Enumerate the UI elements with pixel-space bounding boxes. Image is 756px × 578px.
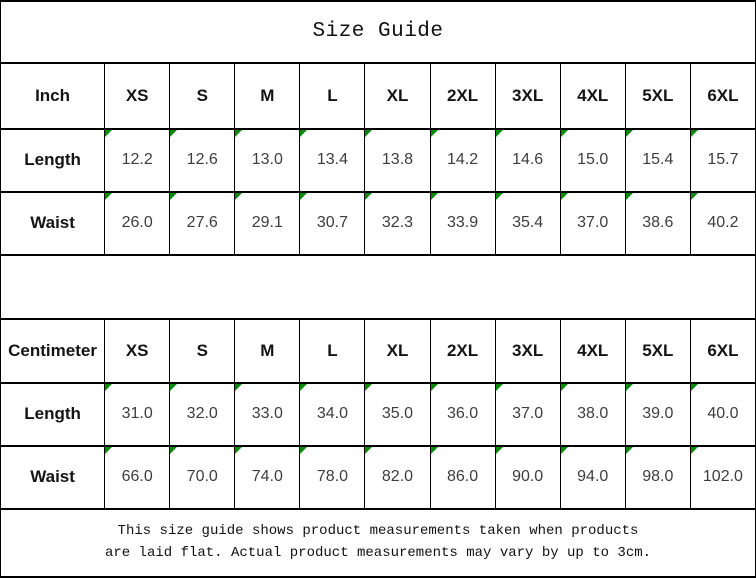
footer-line-1: This size guide shows product measurements taken when products <box>117 523 639 540</box>
measurement-cell: 13.8 <box>365 129 430 192</box>
size-header-xl: XL <box>365 63 430 129</box>
measurement-cell: 35.4 <box>495 192 560 255</box>
row-label-length: Length <box>1 383 105 446</box>
measurement-cell: 86.0 <box>430 446 495 509</box>
measurement-cell: 70.0 <box>170 446 235 509</box>
size-header-xs: XS <box>105 63 170 129</box>
size-header-2xl: 2XL <box>430 319 495 383</box>
measurement-cell: 40.0 <box>690 383 755 446</box>
measurement-cell: 12.6 <box>170 129 235 192</box>
measurement-cell: 29.1 <box>235 192 300 255</box>
row-label-length: Length <box>1 129 105 192</box>
size-header-6xl: 6XL <box>690 63 755 129</box>
size-header-5xl: 5XL <box>625 63 690 129</box>
measurement-cell: 32.3 <box>365 192 430 255</box>
measurement-cell: 30.7 <box>300 192 365 255</box>
measurement-cell: 102.0 <box>690 446 755 509</box>
size-header-2xl: 2XL <box>430 63 495 129</box>
measurement-cell: 39.0 <box>625 383 690 446</box>
measurement-cell: 12.2 <box>105 129 170 192</box>
measurement-cell: 31.0 <box>105 383 170 446</box>
size-header-m: M <box>235 319 300 383</box>
measurement-cell: 15.4 <box>625 129 690 192</box>
size-header-3xl: 3XL <box>495 63 560 129</box>
row-label-waist: Waist <box>1 446 105 509</box>
measurement-cell: 14.6 <box>495 129 560 192</box>
size-header-xs: XS <box>105 319 170 383</box>
measurement-cell: 94.0 <box>560 446 625 509</box>
footer-note <box>1 509 756 577</box>
measurement-cell: 98.0 <box>625 446 690 509</box>
measurement-cell: 27.6 <box>170 192 235 255</box>
measurement-cell: 15.7 <box>690 129 755 192</box>
measurement-cell: 38.6 <box>625 192 690 255</box>
unit-header-inch: Inch <box>1 63 105 129</box>
measurement-cell: 82.0 <box>365 446 430 509</box>
size-header-6xl: 6XL <box>690 319 755 383</box>
measurement-cell: 15.0 <box>560 129 625 192</box>
measurement-cell: 38.0 <box>560 383 625 446</box>
size-header-5xl: 5XL <box>625 319 690 383</box>
measurement-cell: 90.0 <box>495 446 560 509</box>
measurement-cell: 35.0 <box>365 383 430 446</box>
size-header-m: M <box>235 63 300 129</box>
measurement-cell: 32.0 <box>170 383 235 446</box>
size-header-4xl: 4XL <box>560 63 625 129</box>
measurement-cell: 13.4 <box>300 129 365 192</box>
measurement-cell: 37.0 <box>495 383 560 446</box>
size-header-l: L <box>300 63 365 129</box>
measurement-cell: 37.0 <box>560 192 625 255</box>
measurement-cell: 14.2 <box>430 129 495 192</box>
table-row <box>1 383 756 446</box>
footer-line-2: are laid flat. Actual product measurements may vary by up to 3cm. <box>104 544 652 561</box>
measurement-cell: 26.0 <box>105 192 170 255</box>
measurement-cell: 40.2 <box>690 192 755 255</box>
table-row <box>1 192 756 255</box>
measurement-cell: 34.0 <box>300 383 365 446</box>
measurement-cell: 36.0 <box>430 383 495 446</box>
table-row <box>1 129 756 192</box>
measurement-cell: 13.0 <box>235 129 300 192</box>
row-label-waist: Waist <box>1 192 105 255</box>
measurement-cell: 66.0 <box>105 446 170 509</box>
measurement-cell: 33.0 <box>235 383 300 446</box>
unit-header-centimeter: Centimeter <box>1 319 105 383</box>
measurement-cell: 78.0 <box>300 446 365 509</box>
spacer-row <box>1 255 756 319</box>
measurement-cell: 74.0 <box>235 446 300 509</box>
measurement-cell: 33.9 <box>430 192 495 255</box>
size-header-3xl: 3XL <box>495 319 560 383</box>
size-header-s: S <box>170 63 235 129</box>
size-header-xl: XL <box>365 319 430 383</box>
table-row <box>1 446 756 509</box>
size-header-l: L <box>300 319 365 383</box>
page-title: Size Guide <box>1 1 756 63</box>
size-header-4xl: 4XL <box>560 319 625 383</box>
size-header-s: S <box>170 319 235 383</box>
